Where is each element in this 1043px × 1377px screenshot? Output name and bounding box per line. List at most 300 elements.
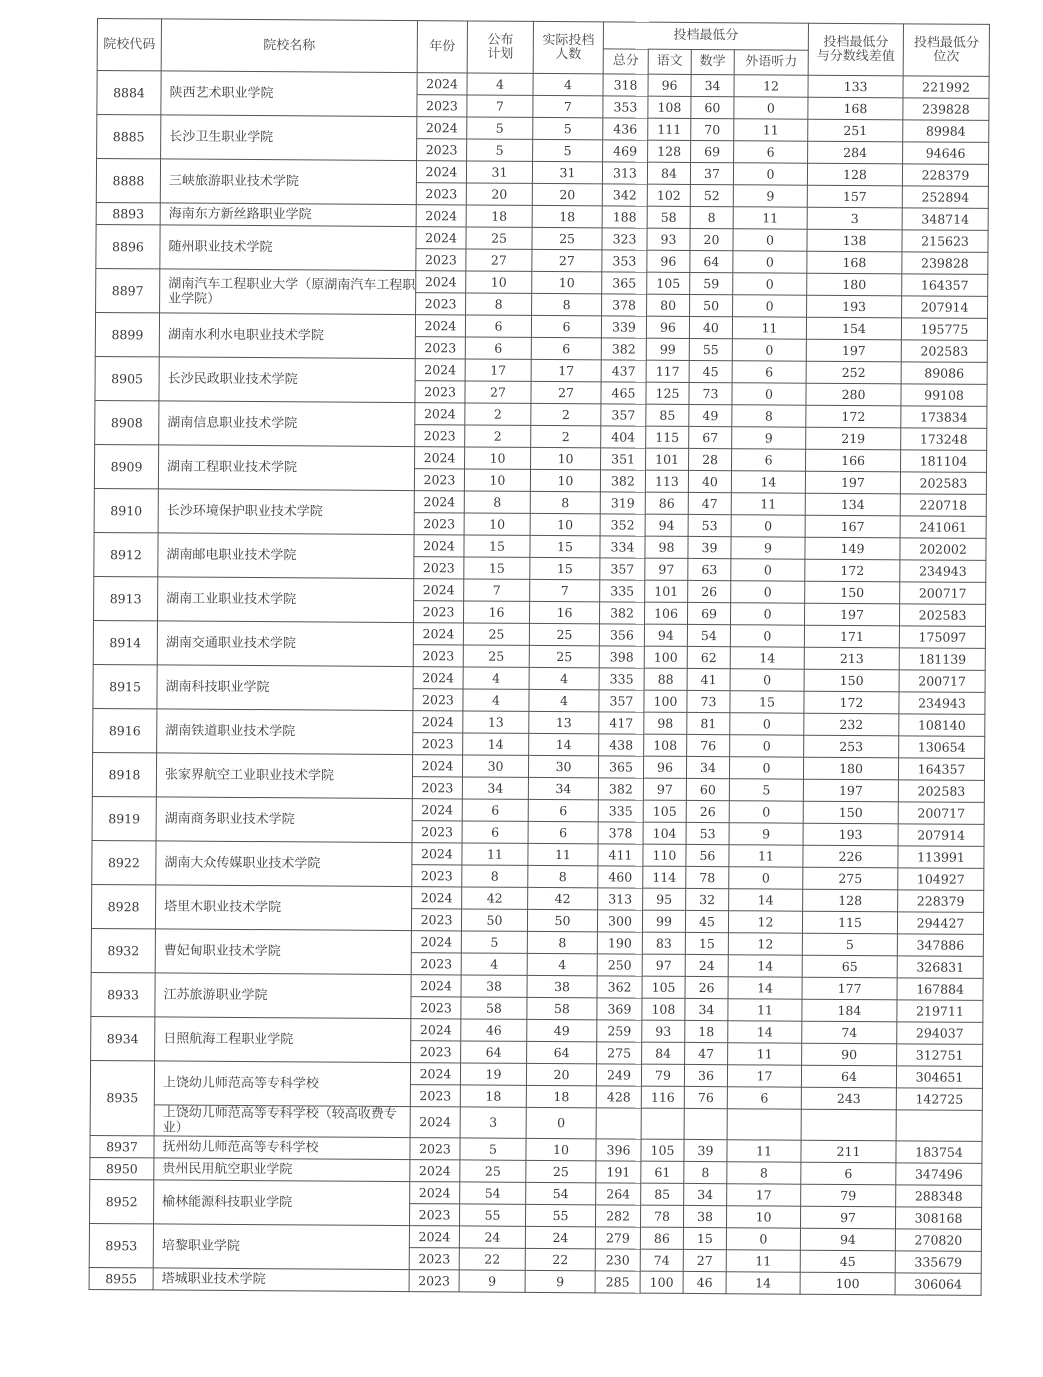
cell-diff: 284: [808, 141, 903, 164]
cell-listening: 6: [732, 361, 806, 383]
cell-math: 24: [685, 954, 728, 976]
table-row: [93, 664, 985, 692]
cell-rank: 306064: [895, 1273, 981, 1296]
cell-total: 335: [599, 668, 644, 690]
cell-actual: 8: [532, 293, 602, 315]
cell-plan: 55: [459, 1204, 525, 1226]
cell-math: 18: [685, 1020, 728, 1042]
cell-year: 2023: [416, 249, 466, 271]
cell-rank: 239828: [903, 98, 989, 121]
cell-listening: 14: [728, 977, 802, 999]
cell-actual: 25: [526, 1160, 596, 1182]
cell-plan: 25: [460, 1160, 526, 1182]
table-row: [95, 400, 987, 428]
cell-year: 2023: [410, 1138, 460, 1160]
school-code: 8893: [96, 202, 160, 224]
cell-rank: 294427: [897, 912, 983, 935]
cell-listening: 6: [734, 141, 808, 163]
cell-math: 76: [684, 1086, 727, 1108]
cell-year: 2023: [413, 645, 463, 667]
cell-rank: 220718: [900, 494, 986, 517]
cell-math: 34: [691, 74, 734, 96]
header-math: 数学: [691, 49, 734, 74]
cell-year: 2023: [411, 909, 461, 931]
cell-total: 436: [603, 118, 648, 140]
cell-year: 2024: [410, 1182, 460, 1204]
cell-chinese: 96: [647, 250, 690, 272]
cell-year: 2023: [410, 1085, 460, 1107]
cell-listening: 0: [732, 339, 806, 361]
cell-diff: 232: [804, 713, 899, 736]
cell-rank: 164357: [898, 758, 984, 781]
school-name: 抚州幼儿师范高等专科学校: [154, 1136, 410, 1160]
cell-total: 313: [602, 162, 647, 184]
cell-math: 81: [687, 712, 730, 734]
cell-math: 53: [686, 822, 729, 844]
cell-total: 382: [598, 778, 643, 800]
cell-listening: 11: [728, 999, 802, 1021]
cell-chinese: 108: [648, 96, 691, 118]
table-row: [95, 312, 987, 340]
school-code: 8885: [97, 115, 161, 159]
school-name: 张家界航空工业职业技术学院: [156, 753, 412, 799]
cell-actual: 8: [527, 931, 597, 953]
table-row: [93, 620, 985, 648]
cell-rank: 326831: [897, 956, 983, 979]
cell-rank: 130654: [899, 736, 985, 759]
cell-listening: 6: [727, 1087, 801, 1109]
table-row: [97, 115, 989, 143]
cell-plan: 50: [461, 909, 527, 931]
school-code: 8955: [89, 1267, 153, 1289]
cell-plan: 6: [462, 799, 528, 821]
cell-rank: 173248: [901, 428, 987, 451]
cell-math: 60: [691, 96, 734, 118]
header-total: 总分: [603, 49, 648, 74]
cell-total: 465: [601, 382, 646, 404]
cell-rank: 108140: [899, 714, 985, 737]
cell-chinese: 100: [644, 690, 687, 712]
cell-actual: 25: [529, 645, 599, 667]
cell-math: 34: [685, 998, 728, 1020]
cell-chinese: 128: [648, 140, 691, 162]
cell-year: 2023: [416, 293, 466, 315]
cell-plan: 19: [460, 1063, 526, 1085]
cell-year: 2023: [414, 513, 464, 535]
table-row: [91, 972, 983, 1000]
cell-actual: 50: [527, 909, 597, 931]
cell-listening: 0: [730, 603, 804, 625]
cell-plan: 5: [467, 139, 533, 161]
school-name: 湖南铁道职业技术学院: [157, 709, 413, 755]
cell-listening: 11: [729, 845, 803, 867]
cell-diff: 253: [804, 735, 899, 758]
cell-chinese: 108: [642, 998, 685, 1020]
cell-plan: 34: [462, 777, 528, 799]
cell-actual: 17: [531, 359, 601, 381]
cell-chinese: 83: [642, 932, 685, 954]
cell-plan: 58: [461, 997, 527, 1019]
school-code: 8899: [95, 312, 159, 356]
cell-chinese: 93: [642, 1020, 685, 1042]
cell-total: 428: [596, 1086, 641, 1108]
cell-plan: 4: [461, 953, 527, 975]
cell-diff: 168: [808, 97, 903, 120]
cell-chinese: 96: [643, 756, 686, 778]
cell-diff: 219: [806, 427, 901, 450]
header-code: 院校代码: [97, 19, 161, 71]
cell-rank: 312751: [897, 1044, 983, 1067]
cell-listening: 14: [728, 1021, 802, 1043]
cell-plan: 5: [460, 1138, 526, 1160]
header-min-score-group: 投档最低分: [603, 22, 808, 50]
school-name: 随州职业技术学院: [160, 225, 416, 271]
table-row: [94, 488, 986, 516]
header-actual: 实际投档 人数: [533, 21, 603, 73]
cell-chinese: 116: [641, 1086, 684, 1108]
cell-math: 60: [686, 778, 729, 800]
header-chinese: 语文: [648, 49, 691, 74]
cell-total: 353: [602, 250, 647, 272]
cell-year: 2024: [415, 403, 465, 425]
school-name: 湖南汽车工程职业大学（原湖南汽车工程职业学院）: [160, 269, 416, 315]
cell-diff: 197: [803, 779, 898, 802]
cell-rank: 348714: [902, 208, 988, 231]
table-row: [89, 1267, 981, 1295]
cell-plan: 25: [463, 623, 529, 645]
cell-listening: 9: [731, 537, 805, 559]
cell-math: 40: [688, 470, 731, 492]
cell-math: 26: [688, 580, 731, 602]
cell-rank: 167884: [897, 978, 983, 1001]
cell-chinese: 110: [643, 844, 686, 866]
cell-plan: 8: [462, 865, 528, 887]
cell-year: 2024: [410, 1160, 460, 1182]
cell-total: 365: [598, 756, 643, 778]
cell-plan: 17: [465, 359, 531, 381]
cell-plan: 5: [467, 117, 533, 139]
cell-total: 230: [595, 1249, 640, 1271]
cell-total: 357: [601, 404, 646, 426]
cell-plan: 20: [466, 183, 532, 205]
cell-diff: 180: [807, 273, 902, 296]
cell-math: 56: [686, 844, 729, 866]
cell-rank: 304651: [896, 1066, 982, 1089]
cell-plan: 10: [466, 271, 532, 293]
cell-rank: 294037: [897, 1022, 983, 1045]
cell-diff: 184: [802, 999, 897, 1022]
cell-actual: 31: [532, 161, 602, 183]
school-name: 湖南交通职业技术学院: [157, 621, 413, 667]
table-row: [92, 840, 984, 868]
cell-diff: 65: [802, 955, 897, 978]
cell-actual: 22: [525, 1248, 595, 1270]
cell-chinese-empty: [641, 1108, 684, 1139]
cell-year: 2023: [416, 183, 466, 205]
cell-actual: 7: [530, 579, 600, 601]
cell-plan: 3: [460, 1107, 526, 1138]
cell-total: 382: [600, 470, 645, 492]
cell-actual: 0: [526, 1107, 596, 1138]
cell-year: 2024: [412, 799, 462, 821]
cell-actual: 10: [531, 447, 601, 469]
cell-listening: 0: [730, 713, 804, 735]
cell-chinese: 98: [644, 712, 687, 734]
cell-diff: 150: [805, 581, 900, 604]
cell-listening: 5: [729, 779, 803, 801]
school-name: 上饶幼儿师范高等专科学校: [154, 1061, 410, 1107]
cell-math: 67: [689, 426, 732, 448]
cell-diff: 197: [805, 603, 900, 626]
cell-diff: 172: [805, 559, 900, 582]
cell-year: 2024: [413, 623, 463, 645]
cell-math-empty: [684, 1108, 727, 1139]
cell-listening: 8: [727, 1162, 801, 1184]
cell-year: 2023: [417, 139, 467, 161]
school-name: 长沙民政职业技术学院: [159, 357, 415, 403]
cell-math: 78: [686, 866, 729, 888]
school-code: 8914: [93, 620, 157, 664]
cell-chinese: 96: [646, 316, 689, 338]
cell-math: 20: [690, 228, 733, 250]
table-row: [95, 356, 987, 384]
school-code: 8928: [91, 884, 155, 928]
cell-math: 15: [683, 1227, 726, 1249]
table-row: [95, 444, 987, 472]
cell-listening: 0: [730, 669, 804, 691]
cell-year: 2023: [414, 557, 464, 579]
cell-total: 188: [602, 206, 647, 228]
cell-actual: 15: [530, 557, 600, 579]
cell-actual: 9: [525, 1270, 595, 1292]
cell-total: 285: [595, 1271, 640, 1293]
cell-rank: 195775: [901, 318, 987, 341]
table-row: [91, 1016, 983, 1044]
cell-actual: 49: [527, 1019, 597, 1041]
cell-diff: 168: [807, 251, 902, 274]
cell-year: 2024: [415, 315, 465, 337]
school-name: 陕西艺术职业学院: [161, 71, 417, 117]
cell-listening: 12: [734, 75, 808, 97]
cell-math: 40: [689, 316, 732, 338]
cell-plan: 27: [465, 381, 531, 403]
cell-diff: 251: [808, 119, 903, 142]
cell-actual: 10: [530, 513, 600, 535]
cell-actual: 20: [532, 183, 602, 205]
cell-plan: 27: [466, 249, 532, 271]
cell-year: 2023: [412, 821, 462, 843]
cell-plan: 25: [463, 645, 529, 667]
school-name: 湖南工程职业技术学院: [158, 445, 414, 491]
cell-rank: 202583: [901, 340, 987, 363]
cell-chinese: 78: [640, 1205, 683, 1227]
cell-chinese: 85: [641, 1183, 684, 1205]
cell-listening: 0: [731, 515, 805, 537]
cell-listening: 0: [733, 273, 807, 295]
cell-math: 73: [687, 690, 730, 712]
cell-diff: 150: [804, 669, 899, 692]
cell-actual: 10: [526, 1138, 596, 1160]
cell-plan: 22: [459, 1248, 525, 1270]
school-name: 湖南科技职业学院: [157, 665, 413, 711]
cell-rank: 228379: [898, 890, 984, 913]
cell-chinese: 94: [645, 514, 688, 536]
cell-math: 76: [687, 734, 730, 756]
cell-year: 2024: [416, 227, 466, 249]
cell-chinese: 84: [647, 162, 690, 184]
cell-chinese: 95: [643, 888, 686, 910]
cell-math: 36: [684, 1064, 727, 1086]
cell-year: 2023: [413, 733, 463, 755]
school-code: 8922: [92, 840, 156, 884]
cell-actual: 4: [529, 689, 599, 711]
cell-year: 2023: [411, 953, 461, 975]
table-row: [92, 752, 984, 780]
school-name: 湖南邮电职业技术学院: [158, 533, 414, 579]
school-code: 8918: [92, 752, 156, 796]
cell-total-empty: [596, 1108, 641, 1139]
cell-chinese: 105: [641, 1139, 684, 1161]
school-name: 湖南大众传媒职业技术学院: [156, 841, 412, 887]
cell-math: 28: [689, 448, 732, 470]
cell-rank: 335679: [895, 1251, 981, 1274]
school-name: 海南东方新丝路职业学院: [160, 203, 416, 227]
cell-total: 369: [597, 998, 642, 1020]
cell-actual: 4: [533, 73, 603, 95]
cell-math: 15: [685, 932, 728, 954]
cell-rank: 234943: [899, 692, 985, 715]
cell-diff: 97: [801, 1206, 896, 1229]
cell-year: 2024: [416, 271, 466, 293]
school-code: 8919: [92, 796, 156, 840]
cell-listening: 0: [729, 801, 803, 823]
school-name: 培黎职业学院: [153, 1224, 409, 1270]
cell-math: 26: [685, 976, 728, 998]
cell-actual: 8: [530, 491, 600, 513]
cell-actual: 13: [529, 711, 599, 733]
cell-math: 39: [688, 536, 731, 558]
cell-rank: 221992: [903, 76, 989, 99]
cell-diff: 177: [802, 977, 897, 1000]
cell-diff: 45: [800, 1250, 895, 1273]
cell-diff: 90: [802, 1043, 897, 1066]
cell-total: 382: [599, 602, 644, 624]
cell-year: 2024: [413, 667, 463, 689]
cell-listening: 0: [733, 229, 807, 251]
cell-actual: 6: [528, 799, 598, 821]
cell-plan: 8: [466, 293, 532, 315]
header-listening: 外语听力: [734, 50, 808, 75]
cell-plan: 64: [461, 1041, 527, 1063]
cell-year: 2024: [415, 447, 465, 469]
cell-total: 342: [602, 184, 647, 206]
table-row: [96, 268, 988, 296]
cell-diff: 172: [804, 691, 899, 714]
table-body: [89, 71, 989, 1296]
cell-year: 2024: [411, 931, 461, 953]
cell-chinese: 125: [646, 382, 689, 404]
cell-total: 396: [596, 1139, 641, 1161]
cell-listening: 9: [733, 185, 807, 207]
cell-total: 357: [600, 558, 645, 580]
cell-total: 382: [601, 338, 646, 360]
table-row: [89, 1223, 981, 1251]
cell-diff: 3: [807, 207, 902, 230]
cell-rank: 164357: [902, 274, 988, 297]
cell-chinese: 58: [647, 206, 690, 228]
cell-listening: 0: [732, 383, 806, 405]
cell-actual: 10: [532, 271, 602, 293]
cell-actual: 4: [527, 953, 597, 975]
cell-total: 378: [598, 822, 643, 844]
cell-diff: 100: [800, 1272, 895, 1295]
cell-actual: 54: [526, 1182, 596, 1204]
cell-year: 2024: [414, 535, 464, 557]
cell-math: 34: [684, 1183, 727, 1205]
cell-rank: 241061: [900, 516, 986, 539]
cell-rank: 219711: [897, 1000, 983, 1023]
cell-chinese: 97: [645, 558, 688, 580]
cell-diff: 74: [802, 1021, 897, 1044]
cell-year: 2023: [415, 337, 465, 359]
cell-actual: 6: [531, 337, 601, 359]
cell-math: 41: [687, 668, 730, 690]
cell-actual: 8: [528, 865, 598, 887]
cell-year: 2023: [414, 469, 464, 491]
school-name: 湖南工业职业技术学院: [158, 577, 414, 623]
cell-listening: 14: [729, 889, 803, 911]
cell-year: 2024: [411, 1019, 461, 1041]
cell-year: 2023: [417, 95, 467, 117]
cell-total: 352: [600, 514, 645, 536]
cell-total: 319: [600, 492, 645, 514]
cell-year: 2024: [414, 579, 464, 601]
cell-math: 73: [689, 382, 732, 404]
school-code: 8953: [89, 1223, 153, 1267]
school-name: 曹妃甸职业技术学院: [155, 929, 411, 975]
cell-diff: 280: [806, 383, 901, 406]
school-name: 湖南商务职业技术学院: [156, 797, 412, 843]
cell-actual: 25: [529, 623, 599, 645]
school-name: 湖南水利水电职业技术学院: [159, 313, 415, 359]
cell-diff: 166: [806, 449, 901, 472]
cell-actual: 7: [533, 95, 603, 117]
cell-year: 2024: [409, 1226, 459, 1248]
cell-total: 334: [600, 536, 645, 558]
cell-diff: 149: [805, 537, 900, 560]
cell-actual: 4: [529, 667, 599, 689]
cell-chinese: 94: [644, 624, 687, 646]
school-name: 江苏旅游职业学院: [155, 973, 411, 1019]
cell-listening: 11: [733, 207, 807, 229]
school-code: 8909: [94, 444, 158, 488]
cell-plan: 31: [466, 161, 532, 183]
cell-plan: 14: [463, 733, 529, 755]
cell-actual: 15: [530, 535, 600, 557]
cell-plan: 15: [464, 557, 530, 579]
cell-diff: 64: [801, 1065, 896, 1088]
cell-chinese: 117: [646, 360, 689, 382]
cell-rank: 288348: [896, 1185, 982, 1208]
school-name: 贵州民用航空职业学院: [154, 1158, 410, 1182]
cell-plan: 11: [462, 843, 528, 865]
cell-listening: 0: [734, 97, 808, 119]
cell-diff: 211: [801, 1140, 896, 1163]
cell-listening: 0: [733, 295, 807, 317]
cell-math: 54: [687, 624, 730, 646]
school-code: 8916: [93, 708, 157, 752]
cell-rank: 202002: [900, 538, 986, 561]
